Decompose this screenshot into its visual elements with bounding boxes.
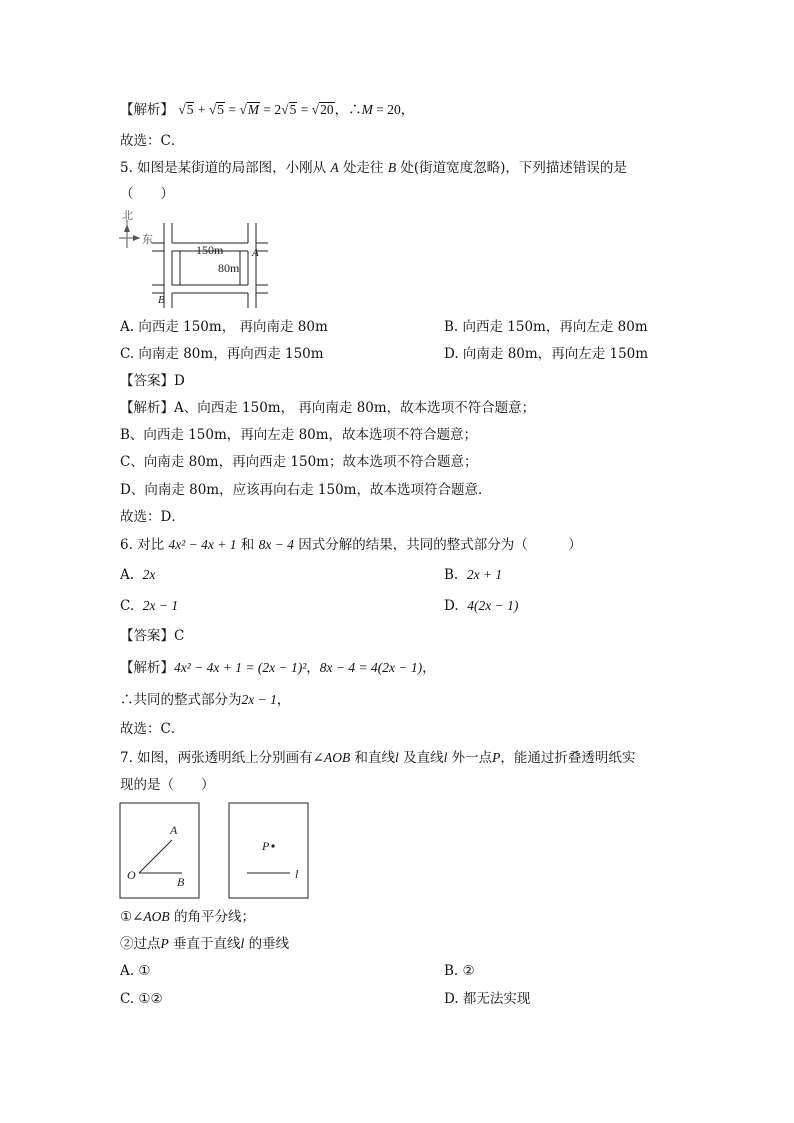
compass-east-label: 东: [142, 234, 153, 246]
point-A-label: A: [252, 247, 259, 259]
q6-and: 和: [236, 537, 259, 553]
q7-option-B[interactable]: B. ②: [444, 963, 475, 979]
q6-conclusion: [120, 690, 290, 710]
q5-choose: 故选：D．: [120, 509, 185, 525]
q6-analysis-eq2: 8x − 4 = 4(2x − 1): [319, 660, 423, 675]
q7-item-2-c: 的垂线: [244, 936, 290, 952]
q6-analysis: [120, 658, 436, 678]
q5-analysis-3: C、向南走 80m，再向西走 150m；故本选项不符合题意；: [120, 454, 478, 470]
q7-stem-d: 外一点: [447, 750, 493, 766]
radical-expression: √5 + √5 = √M = 2√5 = √20: [178, 102, 334, 117]
analysis-tag: 【解析】: [120, 102, 174, 118]
q6-option-B-expr: 2x + 1: [466, 567, 503, 582]
label-P: P: [262, 839, 270, 853]
compass-arrow-north: [124, 224, 130, 232]
q7-item-1-angle: ∠AOB: [132, 909, 170, 924]
q7-line-l: l: [395, 750, 399, 765]
q5-stem-b: 处走往: [338, 160, 384, 176]
q6-option-D-expr: 4(2x − 1): [467, 598, 519, 613]
q5-street-figure: [116, 208, 276, 314]
length-150m-label: 150m: [196, 243, 224, 257]
q7-stem-c: 及直线: [398, 750, 444, 766]
q7-option-C[interactable]: C. ①②: [120, 991, 163, 1007]
q6-choose: 故选：C．: [120, 721, 185, 737]
q6-option-C-expr: 2x − 1: [142, 598, 179, 613]
q7-item-2-P: P: [160, 936, 169, 951]
q7-line-l-2: l: [443, 750, 448, 765]
label-B: B: [177, 875, 185, 889]
compass-arrow-east: [133, 235, 140, 241]
q7-item-1: [120, 907, 255, 927]
q7-angle: ∠AOB: [312, 750, 351, 765]
q6-option-A-expr: 2x: [142, 567, 156, 582]
q7-option-D[interactable]: D. 都无法实现: [444, 991, 531, 1007]
q5-option-B[interactable]: B. 向西走 150m，再向左走 80m: [444, 319, 648, 335]
q7-item-2-l: l: [240, 936, 245, 951]
q6-option-D[interactable]: [444, 596, 518, 616]
q6-num: 6. 对比: [120, 537, 165, 553]
q6-option-C-label: C.: [120, 598, 135, 614]
paper-1: [120, 803, 199, 898]
q5-paren: （ ）: [120, 186, 174, 202]
q5-analysis-4: D、向南走 80m，应该再向右走 150m，故本选项符合题意．: [120, 482, 492, 498]
q6-expr2: 8x − 4: [258, 537, 294, 552]
q6-conclusion-expr: 2x − 1: [241, 692, 277, 707]
q6-option-D-label: D.: [444, 598, 459, 614]
q5-option-A[interactable]: A. 向西走 150m， 再向南走 80m: [120, 319, 328, 335]
variable-M: M: [361, 102, 373, 117]
q6-option-A-label: A.: [120, 567, 135, 583]
prev-choose: 故选：C．: [120, 133, 185, 149]
q6-expr1: 4x² − 4x + 1: [168, 537, 237, 552]
q6-conclusion-a: ∴共同的整式部分为: [120, 692, 242, 708]
q7-stem-b: 和直线: [350, 750, 396, 766]
q7-stem-e: ，能通过折叠透明纸实: [500, 750, 636, 766]
q7-stem-line2: 现的是（ ）: [120, 777, 215, 793]
therefore-text: ，∴: [334, 102, 362, 118]
q5-option-D[interactable]: D. 向南走 80m，再向左走 150m: [444, 346, 649, 362]
M-value: = 20，: [372, 102, 415, 117]
q5-analysis-1: 【解析】A、向西走 150m， 再向南走 80m，故本选项不符合题意；: [120, 400, 536, 416]
q6-analysis-tag: 【解析】: [120, 660, 174, 676]
q6-analysis-end: ，: [422, 660, 436, 676]
q6-stem-tail: 因式分解的结果，共同的整式部分为（ ）: [293, 537, 582, 553]
q7-figures: [119, 802, 311, 900]
q5-option-C[interactable]: C. 向南走 80m，再向西走 150m: [120, 346, 324, 362]
prev-analysis-line: [120, 100, 414, 120]
q5-analysis-2: B、向西走 150m，再向左走 80m，故本选项不符合题意；: [120, 427, 478, 443]
q7-stem: [120, 748, 635, 768]
q5-stem-c: 处(街道宽度忽略)，下列描述错误的是: [396, 160, 627, 176]
ray-OA: [139, 840, 172, 873]
length-80m-label: 80m: [218, 261, 240, 275]
q6-stem: [120, 535, 582, 555]
q5-answer: 【答案】D: [120, 373, 185, 389]
q7-item-2-a: ②过点: [120, 936, 161, 952]
q7-item-2: [120, 934, 289, 954]
q6-analysis-eq1: 4x² − 4x + 1 = (2x − 1)²: [174, 660, 307, 675]
q6-answer: 【答案】C: [120, 628, 185, 644]
q5-stem: [120, 158, 627, 178]
q7-item-1-num: ①: [120, 909, 133, 925]
q5-point-B: B: [387, 160, 397, 175]
q6-option-B-label: B.: [444, 567, 459, 583]
q7-option-A[interactable]: A. ①: [120, 963, 151, 979]
label-O: O: [127, 868, 136, 882]
label-l: l: [295, 867, 299, 881]
point-B-label: B: [158, 294, 165, 306]
point-P-dot: [271, 844, 274, 847]
q5-stem-a: 5. 如图是某街道的局部图，小刚从: [120, 160, 327, 176]
q6-option-A[interactable]: [120, 565, 155, 585]
q6-option-C[interactable]: [120, 596, 178, 616]
q7-stem-a: 7. 如图，两张透明纸上分别画有: [120, 750, 313, 766]
q7-item-2-b: 垂直于直线: [168, 936, 241, 952]
compass-north-label: 北: [122, 210, 133, 222]
q7-item-1-text: 的角平分线；: [169, 909, 255, 925]
q5-point-A: A: [330, 160, 339, 175]
q7-point-P: P: [492, 750, 501, 765]
q6-analysis-sep: ，: [306, 660, 320, 676]
q6-conclusion-b: ，: [276, 692, 291, 708]
label-A: A: [170, 823, 178, 837]
q6-option-B[interactable]: [444, 565, 502, 585]
